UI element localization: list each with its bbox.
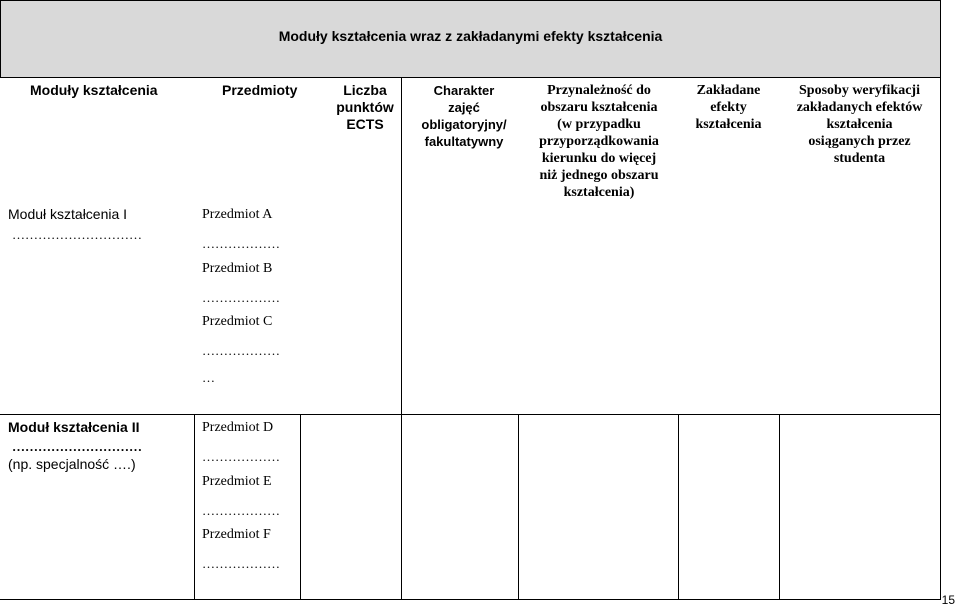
col-header-verification-line4: osiąganych przez (808, 134, 911, 149)
subject-more-ellipsis: … (202, 370, 215, 385)
col-header-character-line1: Charakter (433, 83, 495, 98)
col-header-ects (330, 82, 400, 133)
table-title: Moduły kształcenia wraz z zakładanymi efekty kształcenia (278, 28, 663, 44)
col-header-ects-line2: punktów (336, 99, 394, 115)
col-header-ects-line3: ECTS (346, 116, 384, 132)
col-header-outcomes-line3: kształcenia (695, 117, 762, 132)
subject-e-name: Przedmiot E (202, 474, 272, 489)
subject-f-dots: ……………… (202, 556, 280, 571)
border-bottom (0, 599, 941, 600)
col-header-area-line7: kształcenia) (563, 185, 635, 200)
border-top (0, 0, 941, 1)
divider-subjects-ects (300, 414, 301, 600)
col-header-character-line3: obligatoryjny/ (421, 117, 507, 132)
col-header-ects-line1: Liczba (343, 82, 387, 98)
col-header-verification-line5: studenta (833, 151, 886, 166)
divider-area-outcomes (678, 414, 679, 600)
col-header-character (405, 82, 523, 150)
page-number: 15 (941, 593, 955, 607)
col-header-area (524, 82, 674, 201)
col-header-outcomes (680, 82, 777, 133)
subject-e-dots: ……………… (202, 503, 280, 518)
subject-b-dots: ……………… (202, 290, 280, 305)
col-header-area-line3: (w przypadku (557, 117, 641, 132)
subject-d-name: Przedmiot D (202, 420, 274, 435)
module-2-note: (np. specjalność ….) (8, 456, 136, 472)
col-header-outcomes-line1: Zakładane (696, 83, 761, 98)
subject-d-dots: ……………… (202, 449, 280, 464)
col-header-area-line4: przyporządkowania (539, 134, 659, 149)
subject-a-name: Przedmiot A (202, 207, 273, 222)
divider-ects-character (401, 77, 402, 600)
col-header-verification-line3: kształcenia (826, 117, 893, 132)
col-header-area-line6: niż jednego obszaru (539, 168, 659, 183)
module-separator-line (0, 414, 941, 415)
module-2-name: Moduł kształcenia II (8, 419, 140, 435)
col-header-verification-line2: zakładanych efektów (796, 100, 923, 115)
col-header-area-line5: kierunku do więcej (541, 151, 657, 166)
module-1-name: Moduł kształcenia I (8, 206, 128, 222)
col-header-area-line2: obszaru kształcenia (540, 100, 658, 115)
subject-b-name: Przedmiot B (202, 261, 273, 276)
divider-outcomes-verification (779, 414, 780, 600)
border-right (940, 0, 941, 600)
col-header-subjects: Przedmioty (222, 82, 298, 98)
col-header-outcomes-line2: efekty (710, 100, 747, 115)
col-header-area-line1: Przynależność do (547, 83, 651, 98)
col-header-verification (782, 82, 937, 167)
subject-c-name: Przedmiot C (202, 314, 273, 329)
col-header-character-line4: fakultatywny (424, 134, 504, 149)
divider-character-area (518, 414, 519, 600)
col-header-modules: Moduły kształcenia (30, 82, 158, 98)
module-2-dots: ………………………… (12, 439, 142, 454)
module-1-dots: ………………………… (12, 227, 142, 242)
col-header-character-line2: zajęć (448, 100, 480, 115)
subject-c-dots: ……………… (202, 343, 280, 358)
border-left-banner (0, 0, 1, 78)
banner-bottom-line (0, 77, 941, 78)
divider-modules-subjects (194, 414, 195, 600)
col-header-verification-line1: Sposoby weryfikacji (799, 83, 920, 98)
subject-f-name: Przedmiot F (202, 527, 271, 542)
subject-a-dots: ……………… (202, 236, 280, 251)
